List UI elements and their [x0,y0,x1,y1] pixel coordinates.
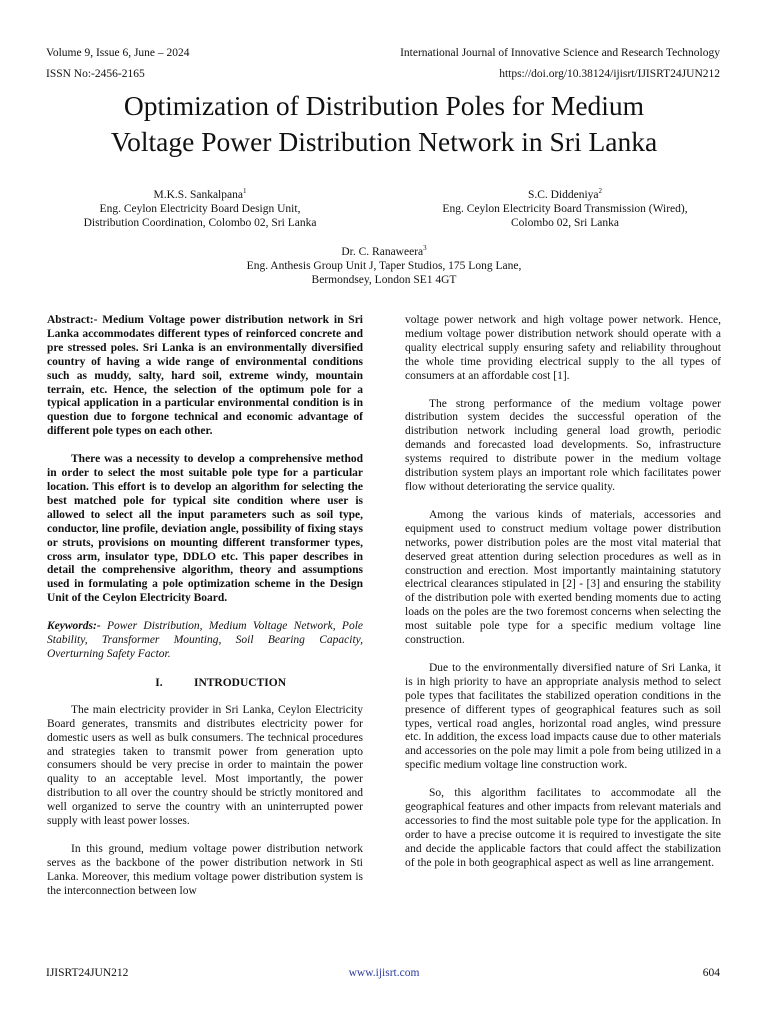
right-column [405,314,721,885]
intro-paragraph-6: Due to the environmentally diversified nature of Sri Lanka, it is in high priority to have an appropriate analysis method to select pole types that facilitates the stabilized operation conditions in the presence of different types of geographical features such as soil types, vertical road angles, horizontal road angles, wind pressure etc. In addition, the excess load impacts cause due to other materials and accessories on the pole may limit a pole from being utilized in a specific medium voltage line construction work. [405,661,721,772]
intro-paragraph-7: So, this algorithm facilitates to accommodate all the geographical features and other impacts from relevant materials and accessories to find the most suitable pole type for the application. In order to have a precise outcome it is required to investigate the site and decide the applicable factors that could affect the stabilization of the pole in both geographical aspect as well as line arrangement. [405,787,721,869]
intro-paragraph-2: In this ground, medium voltage power distribution network serves as the backbone of the power distribution network in Sti Lanka. Moreover, this medium voltage power distribution system is the interconnection between low [47,843,363,897]
section-heading-introduction [47,676,363,690]
left-column [47,314,363,913]
author-2-affiliation-1: Eng. Ceylon Electricity Board Transmission (Wired), [442,203,688,215]
keywords-text: Power Distribution, Medium Voltage Network, Pole Stability, Transformer Mounting, Soil Bearing Capacity, Overturning Safety Factor. [47,620,364,660]
abstract-paragraph-1: Abstract:- Medium Voltage power distribution network in Sri Lanka accommodates different types of reinforced concrete and pre stressed poles. Sri Lanka is an environmentally diversified country of having a wide range of environmental conditions such as muddy, salty, hard soil, extreme windy, mountain terrain, etc. Hence, the selection of the optimum pole for a typical application in a particular environmental condition is in question due to forgone technical and economic advantage of different pole types on each other. [47,314,363,438]
intro-paragraph-3: voltage power network and high voltage power network. Hence, medium voltage power distribution network should operate with a quality electrical supply ensuring safety and reliability throughout the whole time providing electrical supply to the all types of consumers at an affordable cost [1]. [405,314,721,382]
footer-paper-id: IJISRT24JUN212 [46,967,129,979]
author-1-affiliation-1: Eng. Ceylon Electricity Board Design Unit, [99,203,301,215]
header-volume: Volume 9, Issue 6, June – 2024 [46,47,190,59]
section-number: I. [155,676,163,689]
author-1 [40,188,360,230]
author-1-name: M.K.S. Sankalpana [153,189,243,201]
keywords-label: Keywords:- [47,620,101,633]
header-doi[interactable]: https://doi.org/10.38124/ijisrt/IJISRT24JUN212 [499,68,720,80]
header-issn: ISSN No:-2456-2165 [46,68,145,80]
intro-paragraph-4: The strong performance of the medium voltage power distribution system decides the successful operation of the distribution network including general load growth, periodic demands and forecasted load developments. So, infrastructure systems required to distribute power in the medium voltage distribution system plays an important role which facilitates power flow without deteriorating the service quality. [405,397,721,493]
footer-website-link[interactable]: www.ijisrt.com [348,967,420,979]
author-3 [184,245,584,287]
author-3-sup: 3 [423,244,427,253]
author-2-affiliation-2: Colombo 02, Sri Lanka [511,217,619,229]
author-3-affiliation-2: Bermondsey, London SE1 4GT [311,274,457,286]
author-2-name: S.C. Diddeniya [527,189,599,201]
header-journal: International Journal of Innovative Science and Research Technology [400,47,720,59]
intro-paragraph-1: The main electricity provider in Sri Lanka, Ceylon Electricity Board generates, transmits and distributes electricity power for domestic users as well as bulk consumers. The technical procedures and strategies taken to transmit power from generation upto consumers should be very precise in order to maintain the power quality to an acceptable level. Most importantly, the power distribution to all over the country should be strictly monitored and well organized to serve the country with an uninterrupted power supply with least power losses. [47,703,363,828]
author-2-sup: 2 [598,187,603,196]
paper-title [0,88,768,160]
author-1-sup: 1 [242,187,247,196]
author-3-name: Dr. C. Ranaweera [341,246,424,258]
intro-paragraph-5: Among the various kinds of materials, accessories and equipment used to construct medium voltage power distribution networks, power distribution poles are the most vital material that deserved great attention during selection procedures as well as in construction and erection. Most importantly maintaining statutory electrical clearances stipulated in [2] - [3] and ensuring the stability of the distribution pole with exerted bending moments due to acting loads on the poles are the two foremost concerns when selecting the most suitable pole type for a specific medium voltage line construction. [405,508,721,647]
author-2 [400,188,730,230]
abstract-paragraph-2: There was a necessity to develop a comprehensive method in order to select the most suitable pole type for a particular location. This effort is to develop an algorithm for selecting the best matched pole for typical site condition where user is allowed to select all the input parameters such as soil type, conductor, line profile, deviation angle, possibility of fixing stays or struts, provisions on mounting different transformer types, cross arm, insulator type, DDLO etc. This paper describes in detail the comprehensive algorithm, theory and assumptions used in formulating a pole optimization scheme in the Design Unit of the Ceylon Electricity Board. [47,453,363,605]
title-line-1: Optimization of Distribution Poles for Medium [123,90,645,121]
footer-page-number: 604 [702,967,720,979]
title-line-2: Voltage Power Distribution Network in Sri Lanka [110,126,658,157]
author-1-affiliation-2: Distribution Coordination, Colombo 02, Sri Lanka [83,217,317,229]
author-3-affiliation-1: Eng. Anthesis Group Unit J, Taper Studios, 175 Long Lane, [246,260,522,272]
keywords [47,620,363,662]
section-title: INTRODUCTION [193,676,286,689]
